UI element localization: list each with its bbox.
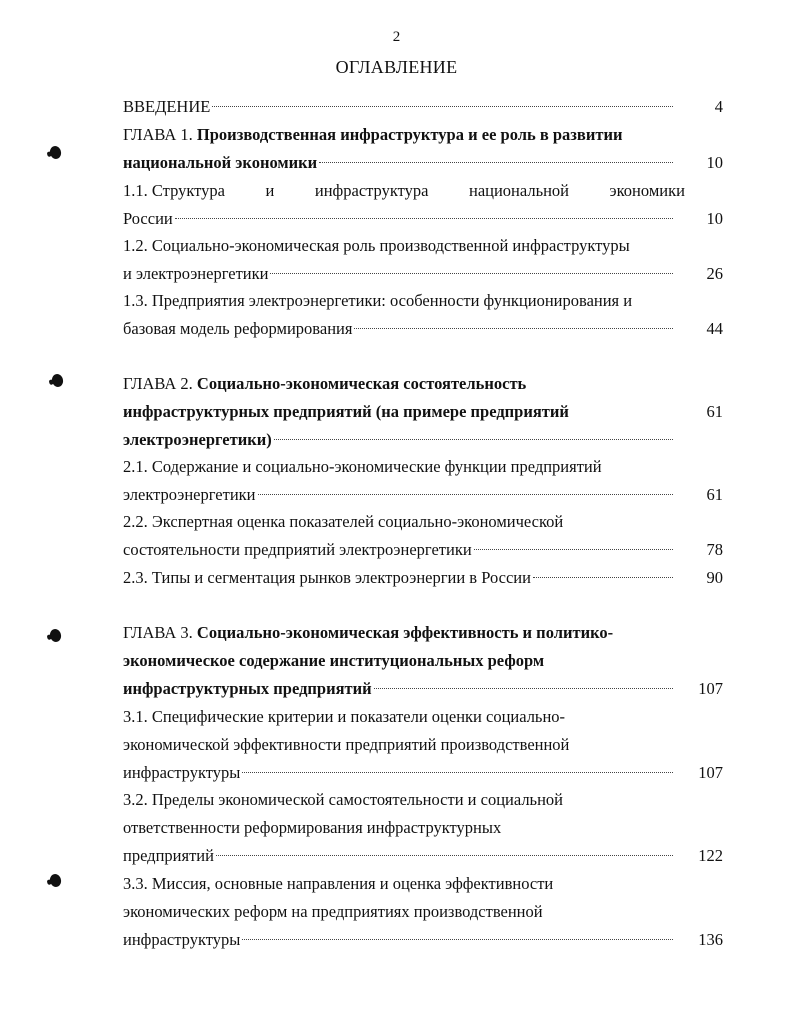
punch-hole-mark bbox=[49, 628, 63, 643]
toc-entry-section-2-1[interactable] bbox=[123, 453, 723, 509]
entry-title-line: 2.3. Типы и сегментация рынков электроэнергии в России bbox=[123, 568, 531, 587]
chapter-prefix: ГЛАВА 1. bbox=[123, 125, 197, 144]
toc-entry-chapter-3[interactable] bbox=[123, 619, 723, 703]
entry-page: 10 bbox=[706, 153, 723, 172]
chapter-title-line: экономическое содержание институциональных реформ bbox=[123, 651, 545, 670]
entry-page: 90 bbox=[706, 568, 723, 587]
dot-leader bbox=[175, 218, 673, 219]
entry-title-line: 3.1. Специфические критерии и показатели оценки социально- bbox=[123, 707, 566, 726]
toc-entry-intro[interactable] bbox=[123, 93, 723, 121]
entry-word: инфраструктура bbox=[314, 181, 429, 200]
dot-leader bbox=[374, 688, 673, 689]
entry-title-line: экономической эффективности предприятий производственной bbox=[123, 735, 570, 754]
entry-page: 10 bbox=[706, 209, 723, 228]
entry-page: 122 bbox=[698, 846, 723, 865]
toc-entry-section-1-3[interactable] bbox=[123, 287, 723, 343]
dot-leader bbox=[474, 549, 673, 550]
punch-hole-mark bbox=[51, 373, 65, 388]
dot-leader bbox=[274, 439, 673, 440]
chapter-title-line: Социально-экономическая состоятельность bbox=[196, 374, 527, 393]
toc-entry-section-3-2[interactable] bbox=[123, 786, 723, 870]
toc-entry-chapter-2[interactable] bbox=[123, 370, 723, 454]
dot-leader bbox=[533, 577, 673, 578]
entry-title-line: 3.3. Миссия, основные направления и оценка эффективности bbox=[123, 874, 554, 893]
entry-title-line: ответственности реформирования инфраструктурных bbox=[123, 818, 502, 837]
page-number: 2 bbox=[392, 29, 401, 45]
entry-title-line: экономических реформ на предприятиях производственной bbox=[123, 902, 543, 921]
entry-title-line: базовая модель реформирования bbox=[123, 319, 353, 338]
entry-title-line: состоятельности предприятий электроэнергетики bbox=[123, 540, 472, 559]
entry-title-line: России bbox=[123, 209, 173, 228]
entry-page: 4 bbox=[714, 97, 723, 116]
dot-leader bbox=[212, 106, 673, 107]
toc-entry-section-1-2[interactable] bbox=[123, 232, 723, 288]
chapter-title-line: Социально-экономическая эффективность и политико- bbox=[196, 623, 614, 642]
dot-leader bbox=[354, 328, 673, 329]
entry-title-line: электроэнергетики bbox=[123, 485, 256, 504]
entry-word: национальной bbox=[468, 181, 570, 200]
toc-entry-section-3-3[interactable] bbox=[123, 870, 723, 954]
entry-title-line: и электроэнергетики bbox=[123, 264, 269, 283]
entry-page: 78 bbox=[706, 540, 723, 559]
entry-title-line: инфраструктуры bbox=[123, 763, 241, 782]
chapter-prefix: ГЛАВА 3. bbox=[123, 623, 197, 642]
punch-hole-mark bbox=[49, 873, 63, 888]
toc-entry-section-2-3[interactable] bbox=[123, 564, 723, 592]
punch-hole-mark bbox=[49, 145, 63, 160]
entry-title: ВВЕДЕНИЕ bbox=[123, 97, 211, 116]
chapter-title-line: электроэнергетики) bbox=[123, 430, 272, 449]
entry-title-line: 3.2. Пределы экономической самостоятельности и социальной bbox=[123, 790, 563, 809]
entry-title-line: предприятий bbox=[123, 846, 214, 865]
chapter-title-line: национальной экономики bbox=[123, 153, 318, 172]
entry-word: экономики bbox=[609, 181, 685, 200]
entry-page: 107 bbox=[698, 763, 723, 782]
dot-leader bbox=[270, 273, 673, 274]
toc-entry-section-1-1[interactable] bbox=[123, 177, 723, 233]
entry-title-line: 1.2. Социально-экономическая роль производственной инфраструктуры bbox=[123, 236, 630, 255]
dot-leader bbox=[242, 939, 673, 940]
entry-title-line: инфраструктуры bbox=[123, 930, 241, 949]
dot-leader bbox=[242, 772, 673, 773]
chapter-title-line: инфраструктурных предприятий (на примере предприятий bbox=[123, 402, 569, 421]
entry-page: 136 bbox=[698, 930, 723, 949]
entry-word: и bbox=[265, 181, 275, 200]
entry-page: 61 bbox=[706, 485, 723, 504]
entry-word: 1.1. Структура bbox=[123, 181, 225, 200]
chapter-prefix: ГЛАВА 2. bbox=[123, 374, 197, 393]
dot-leader bbox=[216, 855, 673, 856]
entry-title-line: 2.2. Экспертная оценка показателей социально-экономической bbox=[123, 512, 564, 531]
dot-leader bbox=[319, 162, 673, 163]
dot-leader bbox=[258, 494, 674, 495]
entry-page: 44 bbox=[706, 319, 723, 338]
entry-title-line: 2.1. Содержание и социально-экономические функции предприятий bbox=[123, 457, 602, 476]
entry-page: 61 bbox=[706, 402, 723, 421]
toc-entry-section-3-1[interactable] bbox=[123, 703, 723, 787]
toc-title: ОГЛАВЛЕНИЕ bbox=[335, 57, 458, 77]
entry-page: 107 bbox=[698, 679, 723, 698]
chapter-title-line: инфраструктурных предприятий bbox=[123, 679, 372, 698]
entry-page: 26 bbox=[706, 264, 723, 283]
toc-entry-chapter-1[interactable] bbox=[123, 121, 723, 177]
toc-entry-section-2-2[interactable] bbox=[123, 508, 723, 564]
entry-title-line: 1.3. Предприятия электроэнергетики: особенности функционирования и bbox=[123, 291, 633, 310]
chapter-title-line: Производственная инфраструктура и ее роль в развитии bbox=[196, 125, 623, 144]
